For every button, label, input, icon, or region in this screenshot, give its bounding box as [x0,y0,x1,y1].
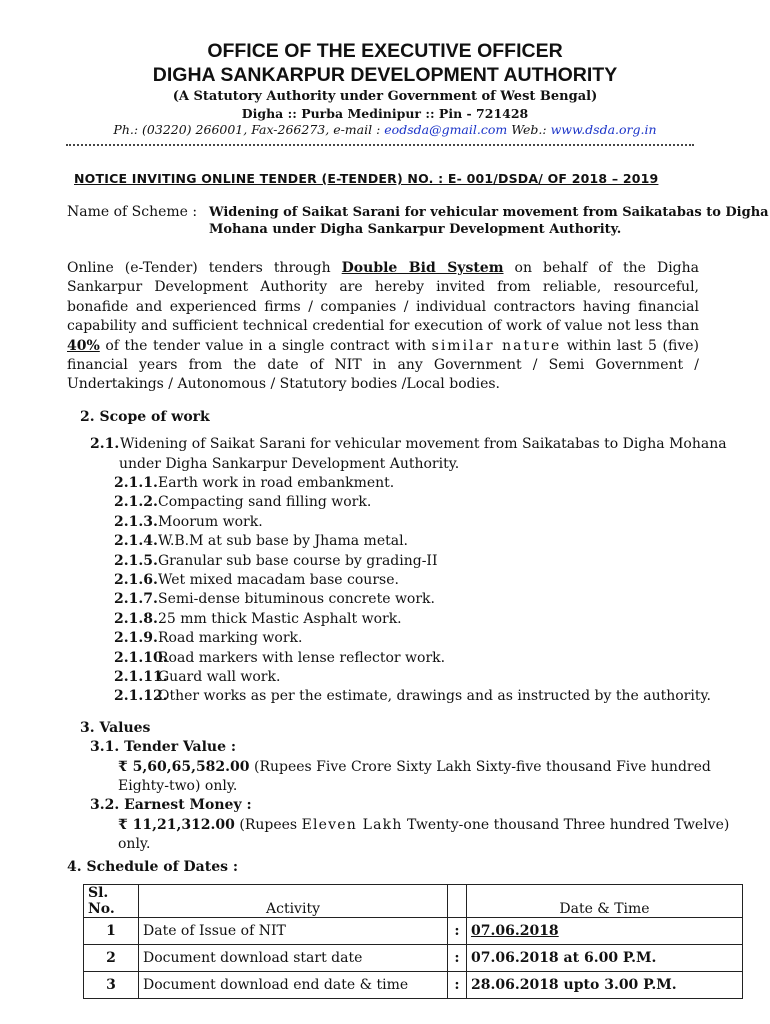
schedule-heading: 4. Schedule of Dates : [67,859,239,875]
separator-cell: : [448,972,467,999]
web-prefix: Web.: [507,122,551,137]
scope-line-1: Widening of Saikat Sarani for vehicular movement from Saikatabas to Digha Mohana [120,436,727,452]
scope-item-number: 2.1.1. [114,475,158,491]
emd-amount: ₹ 11,21,312.00 [118,817,235,833]
scope-item-number: 2.1.4. [114,533,158,549]
sl-no-cell: 2 [84,945,139,972]
contact-prefix: Ph.: (03220) 266001, Fax-266273, e-mail : [113,122,385,137]
scope-item-number: 2.1.5. [114,553,158,569]
scope-item-text: Other works as per the estimate, drawings and as instructed by the authority. [158,688,711,704]
scope-item-text: W.B.M at sub base by Jhama metal. [158,533,409,549]
table-row [84,945,743,972]
authority-subtitle: (A Statutory Authority under Government of West Bengal) [172,89,598,104]
scope-item-text: Compacting sand filling work. [158,494,372,510]
office-title: OFFICE OF THE EXECUTIVE OFFICER [207,40,563,62]
values-heading: 3. Values [80,720,151,736]
col-sl-no: Sl. No. [84,885,139,918]
scope-item-number: 2.1.3. [114,514,158,530]
scope-item-number: 2.1.7. [114,591,158,607]
header-divider [66,144,694,146]
table-row [84,918,743,945]
scope-item-number: 2.1.8. [114,611,158,627]
separator-cell: : [448,918,467,945]
col-separator [448,885,467,918]
notice-title: NOTICE INVITING ONLINE TENDER (E-TENDER) NO. : E- 001/DSDA/ OF 2018 – 2019 [74,171,659,186]
table-header-row [84,885,743,918]
date-cell: 28.06.2018 upto 3.00 P.M. [467,972,743,999]
emd-words-2: only. [118,836,151,852]
activity-cell: Date of Issue of NIT [139,918,448,945]
intro-paragraph [67,259,699,395]
scope-line-2: under Digha Sankarpur Development Authority. [119,456,460,472]
bid-system: Double Bid System [341,260,504,276]
scope-item-number: 2.1.9. [114,630,158,646]
scope-item-text: Earth work in road embankment. [158,475,395,491]
scheme-line-2: Mohana under Digha Sankarpur Development Authority. [209,222,622,237]
scope-item-number: 2.1.12. [114,688,168,704]
address-line: Digha :: Purba Medinipur :: Pin - 721428 [241,106,529,121]
intro-text-2: on behalf of the Digha Sankarpur Development Authority are hereby invited from reliable, resourceful, bonafide and experienced firms / companies / individual contractors having financial capability and sufficient technical credential for execution of work of value not less than [67,260,699,335]
scope-number: 2.1. [90,436,120,452]
date-cell: 07.06.2018 at 6.00 P.M. [467,945,743,972]
emd-words-spaced: Eleven Lakh [301,817,403,833]
tender-amount: ₹ 5,60,65,582.00 [118,759,250,775]
earnest-money-line [118,817,729,833]
tender-words-1: (Rupees Five Crore Sixty Lakh Sixty-five thousand Five hundred [249,759,711,775]
scope-item-number: 2.1.6. [114,572,158,588]
intro-text-4: within last 5 (five) financial years from the date of NIT in any Government / Semi Government / Undertakings / Autonomous / Statutory bodies /Local bodies. [67,337,699,393]
tender-words-2: Eighty-two) only. [118,778,238,794]
col-activity: Activity [139,885,448,918]
scope-item-text: Semi-dense bituminous concrete work. [158,591,435,607]
scope-item-text: Road markers with lense reflector work. [158,650,446,666]
sl-no-cell: 3 [84,972,139,999]
intro-text-1: Online (e-Tender) tenders through [67,260,342,276]
emd-words-b: Twenty-one thousand Three hundred Twelve) [402,817,730,833]
scope-item-text: Road marking work. [158,630,303,646]
col-date-time: Date & Time [467,885,743,918]
tender-value-line [118,759,711,775]
scope-item-number: 2.1.2. [114,494,158,510]
scope-item-text: Moorum work. [158,514,263,530]
earnest-money-label: 3.2. Earnest Money : [90,797,252,813]
contact-line [0,122,770,137]
scheme-line-1: Widening of Saikat Sarani for vehicular movement from Saikatabas to Digha [209,205,769,220]
web-link[interactable]: www.dsda.org.in [550,122,657,137]
separator-cell: : [448,945,467,972]
scope-item-text: 25 mm thick Mastic Asphalt work. [158,611,402,627]
intro-text-3: of the tender value in a single contract with [99,337,432,354]
email-link[interactable]: eodsda@gmail.com [384,122,508,137]
authority-title: DIGHA SANKARPUR DEVELOPMENT AUTHORITY [152,64,618,86]
scope-item-text: Guard wall work. [158,669,281,685]
scope-item-text: Granular sub base course by grading-II [158,553,438,569]
similar-nature: similar nature [431,337,562,354]
scheme-label: Name of Scheme : [67,204,198,220]
activity-cell: Document download start date [139,945,448,972]
activity-cell: Document download end date & time [139,972,448,999]
date-cell: 07.06.2018 [467,918,743,945]
table-row [84,972,743,999]
emd-words-a: (Rupees [234,817,302,833]
credential-percent: 40% [67,337,100,354]
scope-item-text: Wet mixed macadam base course. [158,572,399,588]
scope-heading: 2. Scope of work [80,409,210,425]
scope-item-number: 2.1.11. [114,669,168,685]
schedule-table [83,884,743,999]
sl-no-cell: 1 [84,918,139,945]
scope-item-number: 2.1.10. [114,650,168,666]
tender-value-label: 3.1. Tender Value : [90,739,237,755]
